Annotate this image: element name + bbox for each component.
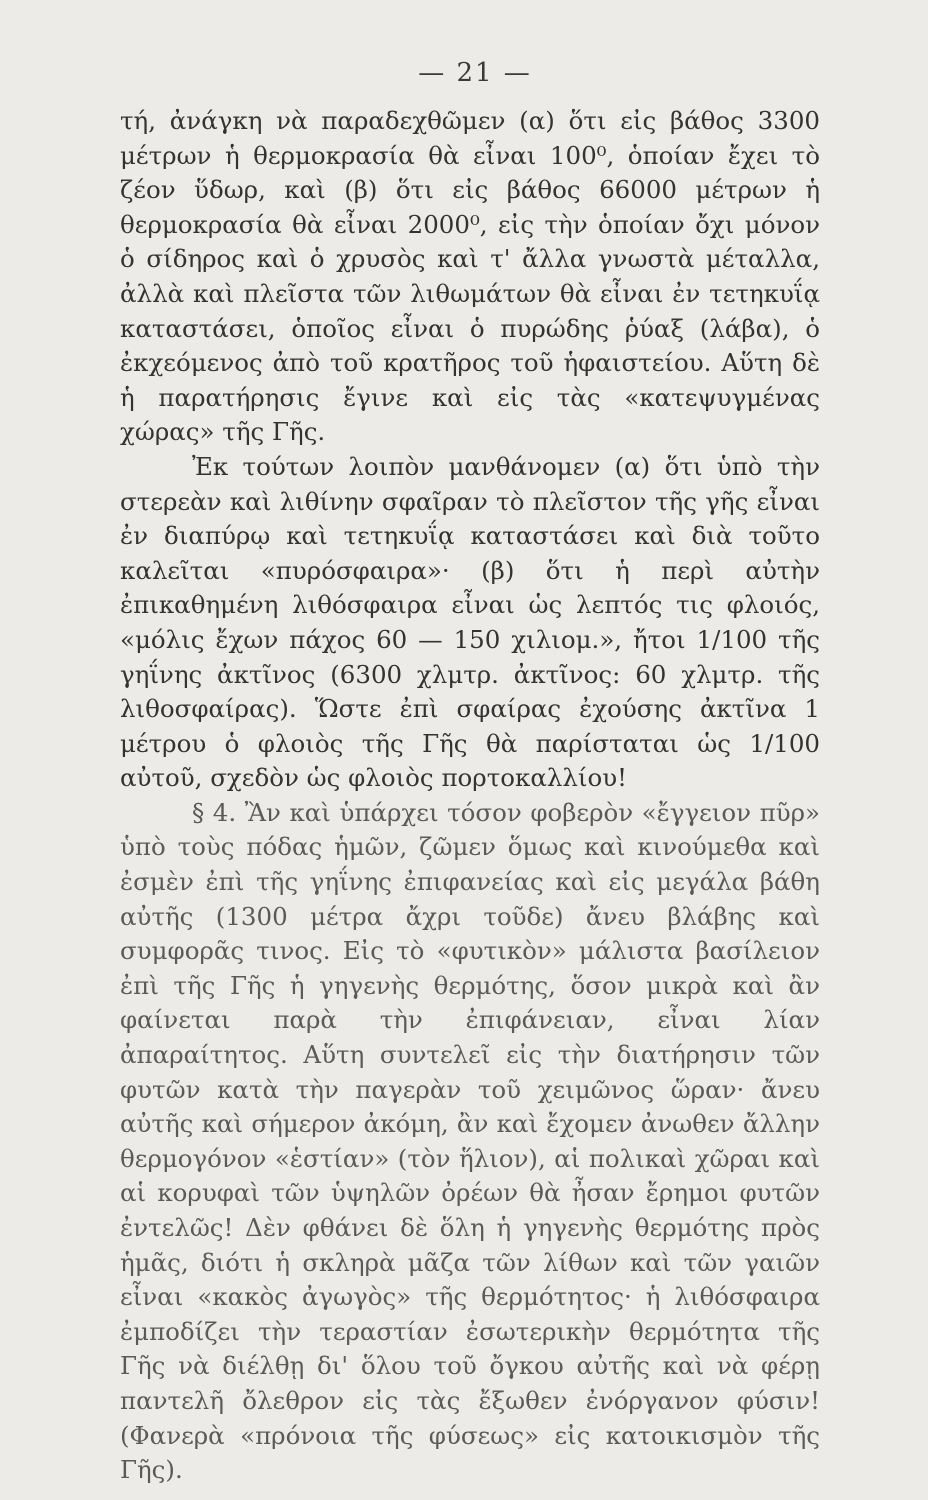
page-number-header: — 21 — [418,58,532,88]
paragraph-continuation: τή, ἀνάγκη νὰ παραδεχθῶμεν (α) ὅτι εἰς βάθος 3300 μέτρων ἡ θερμοκρασία θὰ εἶναι 100⁰, ὁποίαν ἔχει τὸ ζέον ὕδωρ, καὶ (β) ὅτι εἰς βάθος 66000 μέτρων ἡ θερμοκρασία θὰ εἶναι 2000⁰, εἰς τὴν ὁποίαν ὄχι μόνον ὁ σίδηρος καὶ ὁ χρυσὸς καὶ τ' ἄλλα γνωστὰ μέταλλα, ἀλλὰ καὶ πλεῖστα τῶν λιθωμάτων θὰ εἶναι ἐν τετηκυΐᾳ καταστάσει, ὁποῖος εἶναι ὁ πυρώδης ῥύαξ (λάβα), ὁ ἐκχεόμενος ἀπὸ τοῦ κρατῆρος τοῦ ἡφαιστείου. Αὕτη δὲ ἡ παρατήρησις ἔγινε καὶ εἰς τὰς «κατεψυγμένας χώρας» τῆς Γῆς. [120,106,820,447]
paragraph-conclusions: Ἐκ τούτων λοιπὸν μανθάνομεν (α) ὅτι ὑπὸ τὴν στερεὰν καὶ λιθίνην σφαῖραν τὸ πλεῖστον τῆς γῆς εἶναι ἐν διαπύρῳ καὶ τετηκυΐᾳ καταστάσει καὶ διὰ τοῦτο καλεῖται «πυρόσφαιρα»· (β) ὅτι ἡ περὶ αὐτὴν ἐπικαθημένη λιθόσφαιρα εἶναι ὡς λεπτός τις φλοιός, «μόλις ἔχων πάχος 60 — 150 χιλιομ.», ἤτοι 1/100 τῆς γηΐνης ἀκτῖνος (6300 χλμτρ. ἀκτῖνος: 60 χλμτρ. τῆς λιθοσφαίρας). Ὥστε ἐπὶ σφαίρας ἐχούσης ἀκτῖνα 1 μέτρου ὁ φλοιὸς τῆς Γῆς θὰ παρίσταται ὡς 1/100 αὐτοῦ, σχεδὸν ὡς φλοιὸς πορτοκαλλίου! [120,451,820,793]
paragraph-section-4: § 4. Ἂν καὶ ὑπάρχει τόσον φοβερὸν «ἔγγειον πῦρ» ὑπὸ τοὺς πόδας ἡμῶν, ζῶμεν ὅμως καὶ κινούμεθα καὶ ἐσμὲν ἐπὶ τῆς γηΐνης ἐπιφανείας καὶ εἰς μεγάλα βάθη αὐτῆς (1300 μέτρα ἄχρι τοῦδε) ἄνευ βλάβης καὶ συμφορᾶς τινος. Εἰς τὸ «φυτικὸν» μάλιστα βασίλειον ἐπὶ τῆς Γῆς ἡ γηγενὴς θερμότης, ὅσον μικρὰ καὶ ἂν φαίνεται παρὰ τὴν ἐπιφάνειαν, εἶναι λίαν ἀπαραίτητος. Αὕτη συντελεῖ εἰς τὴν διατήρησιν τῶν φυτῶν κατὰ τὴν παγερὰν τοῦ χειμῶνος ὥραν· ἄνευ αὐτῆς καὶ σήμερον ἀκόμη, ἂν καὶ ἔχομεν ἀνωθεν ἄλλην θερμογόνον «ἑστίαν» (τὸν ἥλιον), αἱ πολικαὶ χῶραι καὶ αἱ κορυφαὶ τῶν ὑψηλῶν ὀρέων θὰ ἦσαν ἔρημοι φυτῶν ἐντελῶς! Δὲν φθάνει δὲ ὅλη ἡ γηγενὴς θερμότης πρὸς ἡμᾶς, διότι ἡ σκληρὰ μᾶζα τῶν λίθων καὶ τῶν γαιῶν εἶναι «κακὸς ἀγωγὸς» τῆς θερμότητος· ἡ λιθόσφαιρα ἐμποδίζει τὴν τεραστίαν ἐσωτερικὴν θερμότητα τῆς Γῆς νὰ διέλθῃ δι' ὅλου τοῦ ὄγκου αὐτῆς καὶ νὰ φέρῃ παντελῆ ὄλεθρον εἰς τὰς ἔξωθεν ἐνόργανον φύσιν! (Φανερὰ «πρόνοια τῆς φύσεως» εἰς κατοικισμὸν τῆς Γῆς). [120,797,820,1485]
page-body [120,104,820,1488]
